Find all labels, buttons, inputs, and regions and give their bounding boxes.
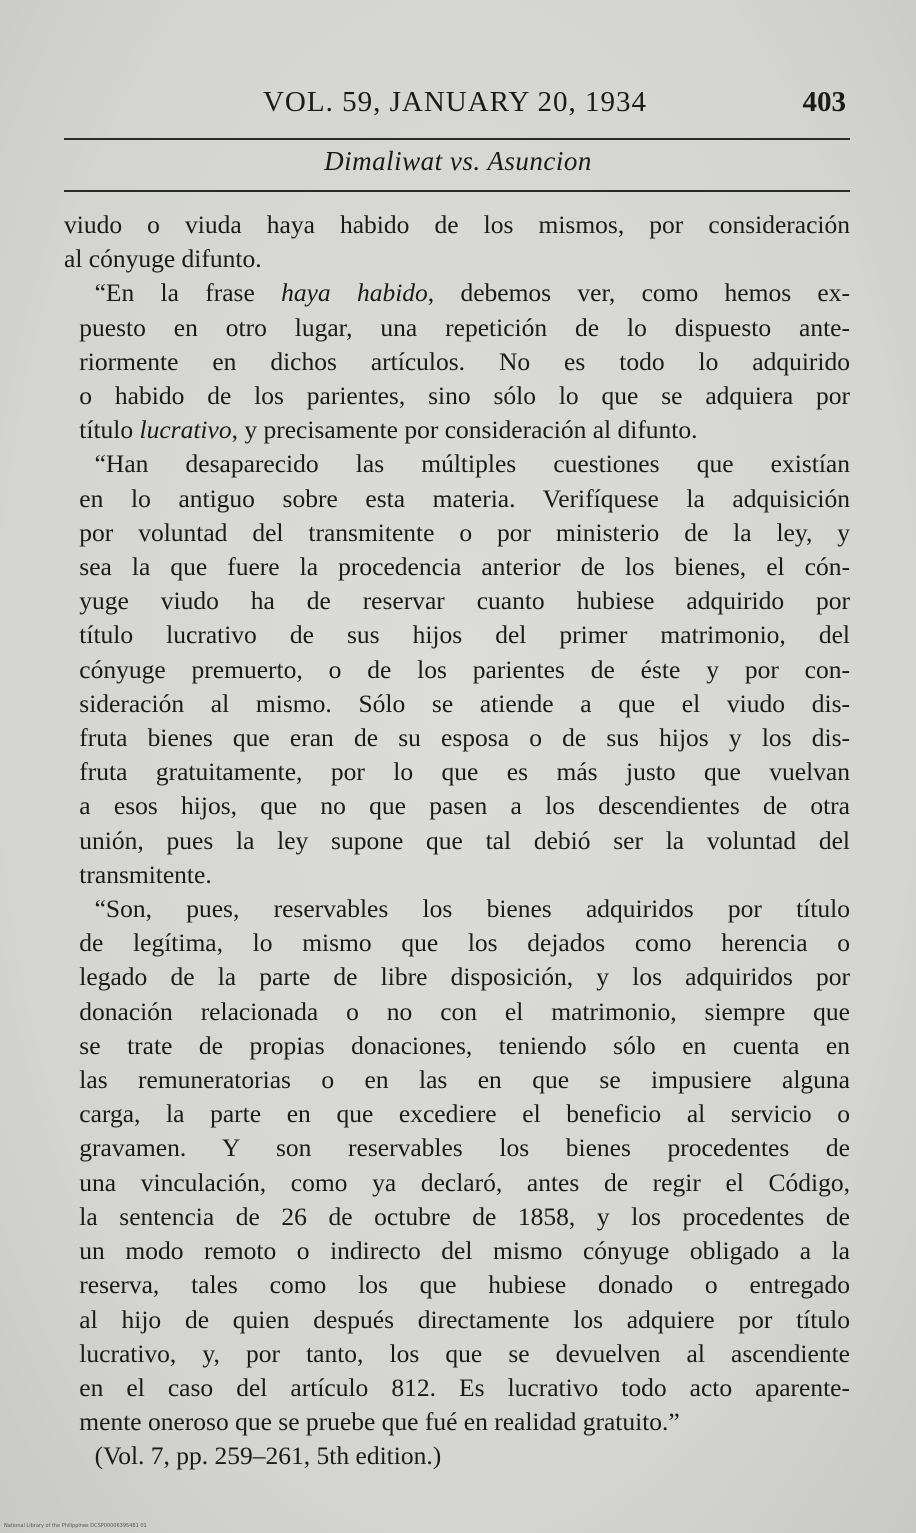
text-line: (Vol. 7, pp. 259–261, 5th edition.): [94, 1441, 442, 1471]
text-line: “Han desaparecido las múltiples cuestiones que existían: [94, 449, 850, 479]
running-head: VOL. 59, JANUARY 20, 1934: [262, 86, 648, 118]
case-title: Dimaliwat vs. Asuncion: [324, 146, 592, 176]
text-line: legado de la parte de libre disposición, y los adquiridos por: [79, 962, 850, 992]
text-line: reserva, tales como los que hubiese donado o entregado: [79, 1270, 850, 1300]
paragraph: [64, 276, 850, 447]
text-line: sea la que fuere la procedencia anterior de los bienes, el cón-: [79, 552, 850, 582]
text-line: riormente en dichos artículos. No es todo lo adquirido: [79, 346, 850, 376]
header-rule-bottom: [64, 190, 850, 192]
text-line: la sentencia de 26 de octubre de 1858, y los procedentes de: [79, 1201, 850, 1231]
paragraph: [64, 208, 850, 276]
text-line: título lucrativo de sus hijos del primer matrimonio, del: [79, 620, 850, 650]
text-line: las remuneratorias o en las en que se impusiere alguna: [79, 1065, 850, 1095]
page-number: 403: [802, 86, 846, 118]
text-line: o habido de los parientes, sino sólo lo que se adquiera por: [79, 381, 850, 411]
text-line: a esos hijos, que no que pasen a los descendientes de otra: [79, 791, 850, 821]
library-footer: National Library of the Philippines DCSP00006395481 01: [4, 1523, 147, 1529]
text-line: lucrativo, y, por tanto, los que se devuelven al ascendiente: [79, 1338, 850, 1368]
text-line: una vinculación, como ya declaró, antes de regir el Código,: [79, 1167, 850, 1197]
text-line: transmitente.: [79, 859, 212, 889]
text-line: puesto en otro lugar, una repetición de lo dispuesto ante-: [79, 312, 850, 342]
paragraph: [64, 892, 850, 1439]
text-line: viudo o viuda haya habido de los mismos, por consideración: [64, 210, 850, 239]
text-line: en lo antiguo sobre esta materia. Verifíquese la adquisición: [79, 483, 850, 513]
paragraph: [64, 1439, 850, 1473]
text-line: cónyuge premuerto, o de los parientes de éste y por con-: [79, 654, 850, 684]
text-line: fruta gratuitamente, por lo que es más justo que vuelvan: [79, 757, 850, 787]
text-line: de legítima, lo mismo que los dejados como herencia o: [79, 928, 850, 958]
text-line: en el caso del artículo 812. Es lucrativo todo acto aparente-: [79, 1372, 850, 1402]
text-line: un modo remoto o indirecto del mismo cónyuge obligado a la: [79, 1236, 850, 1266]
page-header: [60, 86, 850, 126]
text-line: mente oneroso que se pruebe que fué en realidad gratuito.”: [79, 1407, 680, 1437]
text-line: “Son, pues, reservables los bienes adquiridos por título: [94, 894, 850, 924]
text-line: yuge viudo ha de reservar cuanto hubiese adquirido por: [79, 586, 850, 616]
text-line: título lucrativo, y precisamente por consideración al difunto.: [79, 415, 698, 445]
text-line: unión, pues la ley supone que tal debió ser la voluntad del: [79, 825, 850, 855]
text-line: carga, la parte en que excediere el beneficio al servicio o: [79, 1099, 850, 1129]
text-line: “En la frase haya habido, debemos ver, como hemos ex-: [94, 278, 850, 308]
text-line: fruta bienes que eran de su esposa o de sus hijos y los dis-: [79, 723, 850, 753]
body-text: [64, 208, 850, 1474]
text-line: sideración al mismo. Sólo se atiende a que el viudo dis-: [79, 688, 850, 718]
text-line: donación relacionada o no con el matrimonio, siempre que: [79, 996, 850, 1026]
text-line: por voluntad del transmitente o por ministerio de la ley, y: [79, 517, 850, 547]
text-line: al hijo de quien después directamente los adquiere por título: [79, 1304, 850, 1334]
paragraph: [64, 447, 850, 892]
header-rule-top: [64, 138, 850, 140]
text-line: al cónyuge difunto.: [64, 244, 262, 274]
text-line: gravamen. Y son reservables los bienes procedentes de: [79, 1133, 850, 1163]
text-line: se trate de propias donaciones, teniendo sólo en cuenta en: [79, 1030, 850, 1060]
